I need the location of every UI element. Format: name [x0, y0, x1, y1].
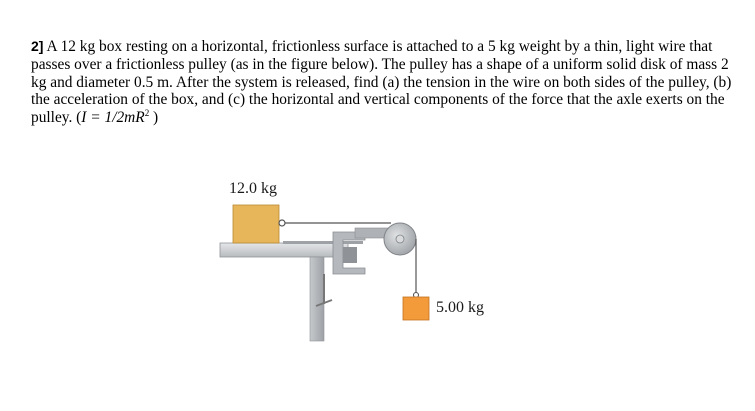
pulley-system-figure: [215, 170, 515, 350]
table-top: [220, 243, 348, 257]
problem-text: A 12 kg box resting on a horizontal, frictionless surface is attached to a 5 kg weight by a thin, light wire that passes over a frictionless pulley (as in the figure below). The pulley has a shape of a uniform solid disk of mass 2 kg and diameter 0.5 m. After the system is released, find (a) the tension in the wire on both sides of the pulley, (b) the acceleration of the box, and (c) the horizontal and vertical components of the force that the axle exerts on the pulley. (: [31, 38, 732, 127]
clamp-block: [343, 247, 357, 263]
pulley-axle: [396, 235, 404, 243]
moment-of-inertia-formula: I = 1/2mR: [81, 109, 145, 127]
weight-mass-label: 5.00 kg: [436, 299, 484, 316]
formula-exponent: 2: [144, 108, 150, 119]
table-leg: [310, 257, 324, 341]
box-12kg: [233, 205, 279, 243]
box-hook: [279, 220, 285, 226]
box-mass-label: 12.0 kg: [229, 180, 277, 197]
problem-number: 2]: [31, 38, 44, 54]
table-rail: [283, 241, 363, 244]
weight-5kg: [403, 297, 429, 320]
problem-statement: [31, 38, 741, 127]
problem-text-end: ): [149, 109, 159, 127]
